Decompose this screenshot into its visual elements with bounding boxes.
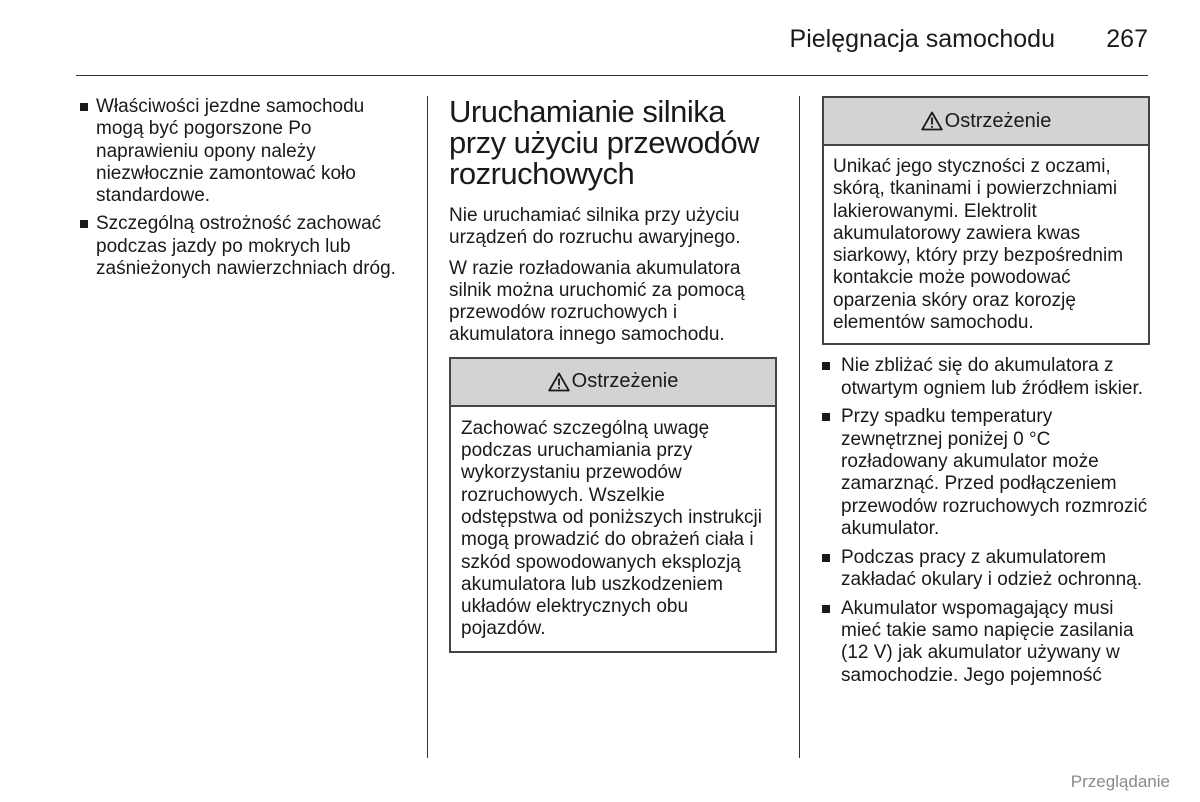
warning-triangle-icon xyxy=(921,111,943,131)
bullet-square-icon xyxy=(822,413,830,421)
section-heading: Uruchamianie silnika przy użyciu przewodów rozruchowych xyxy=(449,94,759,191)
list-item xyxy=(822,355,1152,400)
bullet-square-icon xyxy=(80,103,88,111)
list-item-text: Przy spadku temperatury zewnętrznej poniżej 0 °C rozładowany akumulator może zamarznąć. Przed podłączeniem przewodów rozruchowych rozmrozić akumulator. xyxy=(841,406,1148,539)
list-item-text: Właściwości jezdne samochodu mogą być pogorszone Po naprawieniu opony należy niezwłocznie zamontować koło standardowe. xyxy=(96,96,365,207)
list-item-text: Szczególną ostrożność zachować podczas jazdy po mokrych lub zaśnieżonych nawierzchniach dróg. xyxy=(96,213,396,280)
header-divider xyxy=(76,75,1148,76)
page-number: 267 xyxy=(1106,25,1148,53)
list-item xyxy=(80,96,400,207)
footer-label: Przeglądanie xyxy=(1070,772,1170,791)
list-item xyxy=(80,213,400,280)
column-divider-2 xyxy=(799,96,800,758)
warning-box xyxy=(449,357,777,653)
bullet-square-icon xyxy=(822,554,830,562)
column-middle xyxy=(449,96,779,653)
list-item-text: Akumulator wspomagający musi mieć takie samo napięcie zasilania (12 V) jak akumulator używany w samochodzie. Jego pojemność xyxy=(841,597,1134,686)
list-item-text: Nie zbliżać się do akumulatora z otwartym ogniem lub źródłem iskier. xyxy=(841,355,1143,399)
bullet-list-right xyxy=(822,355,1152,687)
paragraph: Nie uruchamiać silnika przy użyciu urządzeń do rozruchu awaryjnego. xyxy=(449,205,741,249)
list-item xyxy=(822,547,1152,592)
list-item xyxy=(822,406,1152,540)
warning-triangle-icon xyxy=(548,372,570,392)
warning-title: Ostrzeżenie xyxy=(944,109,1052,132)
column-left xyxy=(80,96,400,286)
column-right xyxy=(822,96,1152,694)
warning-title: Ostrzeżenie xyxy=(571,370,679,393)
bullet-square-icon xyxy=(822,605,830,613)
warning-header xyxy=(824,98,1148,146)
bullet-square-icon xyxy=(80,220,88,228)
warning-box xyxy=(822,96,1150,345)
page-header-title: Pielęgnacja samochodu xyxy=(789,25,1055,53)
warning-text: Unikać jego styczności z oczami, skórą, tkaninami i powierzchniami lakierowanymi. Elektrolit akumulatorowy zawiera kwas siarkowy, który przy bezpośrednim kontakcie może powodować oparzenia skóry oraz korozję elementów samochodu. xyxy=(833,156,1124,334)
warning-text: Zachować szczególną uwagę podczas uruchamiania przy wykorzystaniu przewodów rozruchowych. Wszelkie odstępstwa od poniższych instrukcji mogą prowadzić do obrażeń ciała i szkód spowodowanych eksplozją akumulatora lub uszkodzeniem układów elektrycznych obu pojazdów. xyxy=(461,417,762,640)
warning-header xyxy=(451,359,775,407)
column-divider-1 xyxy=(427,96,428,758)
bullet-list-left xyxy=(80,96,400,280)
list-item-text: Podczas pracy z akumulatorem zakładać okulary i odzież ochronną. xyxy=(841,546,1143,591)
list-item xyxy=(822,598,1152,687)
paragraph: W razie rozładowania akumulatora silnik można uruchomić za pomocą przewodów rozruchowych i akumulatora innego samochodu. xyxy=(449,257,745,346)
bullet-square-icon xyxy=(822,362,830,370)
